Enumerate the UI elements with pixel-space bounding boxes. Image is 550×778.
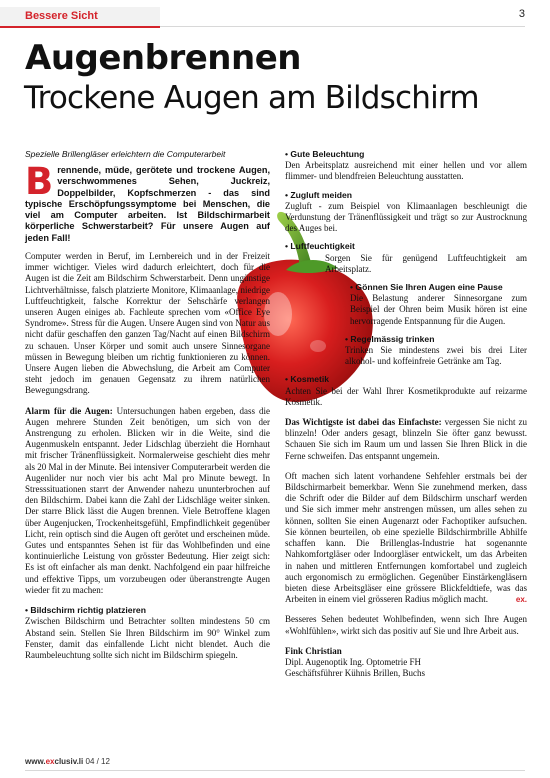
paragraph-intro: Computer werden in Beruf, im Lernbereich und in der Freizeit immer wichtiger. Vieles wird dadurch erleichtert, doch für die Augen ist die Zeit am Bildschirm Schwerstarbeit. Denn ungünstige Lichtverhältnisse, falsch platzierte Monitore, Klimaanlage, niedrige Luftfeuchtigkeit, falsche Korrektur der Sehschärfe verlangen unseren Augen einiges ab. Fachleute sprechen vom «Office Eye Syndrome». Stress für die Augen. Unsere Augen sind von Natur aus nicht dafür geschaffen den ganzen Tag/Nacht auf einen Bildschirm zu schauen. Unser Körper und somit auch unsere Sinnesorgane müssen in Bewegung bleiben um richtig funktionieren zu können. Unsere Augen lieben die Abwechslung, die Arbeit am Computer steht jedoch im genauen Gegensatz zu ihrem natürlichen Bewegungsdrang. — [25, 251, 270, 396]
author-title: Dipl. Augenoptik Ing. Optometrie FH — [285, 656, 421, 667]
dropcap: B — [25, 160, 54, 203]
tip-block — [285, 282, 527, 327]
ex-mark: ex. — [515, 595, 527, 605]
tip-title: • Zugluft meiden — [285, 189, 352, 200]
footer-ex: ex — [45, 757, 55, 766]
article-subtitle: Trockene Augen am Bildschirm — [24, 80, 479, 116]
tip-block — [285, 241, 527, 275]
page-header — [0, 0, 550, 30]
paragraph-end: Besseres Sehen bedeutet Wohlbefinden, wenn sich Ihre Augen «Wohlfühlen», wirkt sich das positiv auf Sie und Ihre Arbeit aus. — [285, 614, 527, 636]
alarm-text: Untersuchungen haben ergeben, dass die Augen mehrere Stunden Zeit benötigen, um sich von der Anstrengung zu erholen. Blicken wir in die Weite, sind die Augenmuskeln entspannt. Jeder Lidschlag überzieht die Hornhaut mit frischer Tränenflüssigkeit. Normalerweise geschieht dies mehr als 20 Mal in der Minute. Bei intensiver Computerarbeit werden die Augenlider nur noch vier bis acht Mal pro Minute bewegt. In Stresssituationen starrt der Anwender nahezu ununterbrochen auf den Bildschirm. Dabei kann die Zahl der Lidschläge weiter sinken. Der starre Blick lässt die Augen brennen. Viele Betroffene klagen über Augenjucken, Trockenheitsgefühl, Empfindlichkeit gegenüber Licht, rein optisch sind die Augen oft gerötet und erscheinen müde. Gutes und entspanntes Sehen ist für das Wohlbefinden und eine kontinuierliche Leistung von grösster Bedeutung. Hier zeigt sich: Es ist oft einfacher als man denkt. Nachfolgend ein paar hilfreiche und effektive Tipps, um vorzubeugen oder überanstrengte Augen wieder fit zu machen: — [25, 405, 270, 595]
tip-block — [285, 149, 527, 183]
section-tab — [0, 7, 160, 28]
alarm-heading: Alarm für die Augen: — [25, 405, 113, 416]
tip-text: Sorgen Sie für genügend Luftfeuchtigkeit am Arbeitsplatz. — [325, 252, 527, 274]
tip-text: Achten Sie bei der Wahl Ihrer Kosmetikprodukte auf reizarme Kosmetik. — [285, 385, 527, 407]
article-title: Augenbrennen — [25, 38, 301, 78]
author-block — [285, 646, 527, 680]
tip-block — [285, 374, 527, 408]
header-rule — [160, 26, 525, 27]
simple-text: vergessen Sie nicht zu blinzeln! Oder anders gesagt, blinzeln Sie öfter ganz bewusst. Schauen Sie sich im Raum um und lassen Sie Ihren Blick in die Ferne schweifen. Das entspannt ungemein. — [285, 417, 527, 461]
tip-text: Die Belastung anderer Sinnesorgane zum Beispiel der Ohren beim Musik hören ist eine hervorragende Entspannung für die Augen. — [350, 293, 527, 326]
tip-title: • Bildschirm richtig platzieren — [25, 605, 146, 616]
page-number: 3 — [518, 8, 525, 20]
tip-text: Zugluft - zum Beispiel von Klimaanlagen beschleunigt die Verdunstung der Tränenflüssigkeit und trägt so zur Austrocknung des Auges bei. — [285, 200, 527, 234]
lead-subhead: Spezielle Brillengläser erleichtern die Computerarbeit — [25, 149, 226, 159]
paragraph-alarm — [25, 406, 270, 596]
tip-block — [285, 190, 527, 235]
footer-rule — [25, 770, 525, 771]
tip-text: Den Arbeitsplatz ausreichend mit einer hellen und vor allem flimmer- und blendfreien Beleuchtung ausstatten. — [285, 160, 527, 182]
paragraph-defect — [285, 471, 527, 605]
tip-title: • Gute Beleuchtung — [285, 149, 365, 159]
footer-www: www. — [25, 757, 46, 766]
simple-heading: Das Wichtigste ist dabei das Einfachste: — [285, 417, 442, 428]
tip-title: • Luftfeuchtigkeit — [285, 241, 355, 252]
section-label: Bessere Sicht — [25, 10, 98, 22]
author-name: Fink Christian — [285, 645, 342, 656]
paragraph-simple — [285, 417, 527, 462]
tip-block — [285, 334, 527, 368]
footer-issue: 04 / 12 — [83, 757, 110, 766]
tip-text: Trinken Sie mindestens zwei bis drei Liter alkohol- und koffeinfreie Getränke am Tag. — [345, 345, 527, 367]
page-footer — [25, 757, 110, 766]
tip-title: • Regelmässig trinken — [345, 333, 435, 344]
footer-site: clusiv.li — [54, 757, 84, 766]
lead-text: rennende, müde, gerötete und trockene Augen, verschwommenes Sehen, Juckreiz, Doppelbilder, Kopfschmerzen - das sind typische Erschöpfungssymptome bei Menschen, die viel am Computer arbeiten. Ist Bildschirmarbeit körperliche Schwerstarbeit? Für unsere Augen auf jeden Fall! — [25, 165, 270, 243]
defect-text: Oft machen sich latent vorhandene Sehfehler erstmals bei der Bildschirmarbeit bemerkbar. Wenn Sie zunehmend merken, dass die Schrift oder die Bilder auf dem Bildschirm unscharf werden und Sie sich immer mehr anstrengen müssen, um alles sehen zu können, sollten Sie einen Augenarzt oder Fachoptiker aufsuchen. Sie können beurteilen, ob eine spezielle Bildschirmbrille Abhilfe schaffen kann. Die Brillenglas-Industrie hat sogenannte Nahkomfortgläser oder Indoorgläser entwickelt, um das Arbeiten in nahen und mittleren Entfernungen komfortabel und zugleich auch ergonomisch zu ermöglichen. Gegenüber Einstärkengläsern bieten diese Arbeitsgläser eine grössere Blickfeldtiefe, was das Arbeiten in einem viel grösseren Radius möglich macht. — [285, 470, 527, 605]
tip-title: • Kosmetik — [285, 374, 330, 385]
tip-text: Zwischen Bildschirm und Betrachter sollten mindestens 50 cm Abstand sein. Stellen Sie Ihren Bildschirm im 90° Winkel zum Fenster, damit das einfallende Licht nicht blendet. Auch die Raumbeleuchtung sollte sich nicht im Bildschirm spiegeln. — [25, 616, 270, 660]
tip-block — [25, 605, 270, 661]
column-left — [25, 251, 270, 661]
author-company: Geschäftsführer Kühnis Brillen, Buchs — [285, 668, 425, 679]
column-right — [285, 149, 527, 679]
tip-title: • Gönnen Sie Ihren Augen eine Pause — [350, 282, 503, 293]
